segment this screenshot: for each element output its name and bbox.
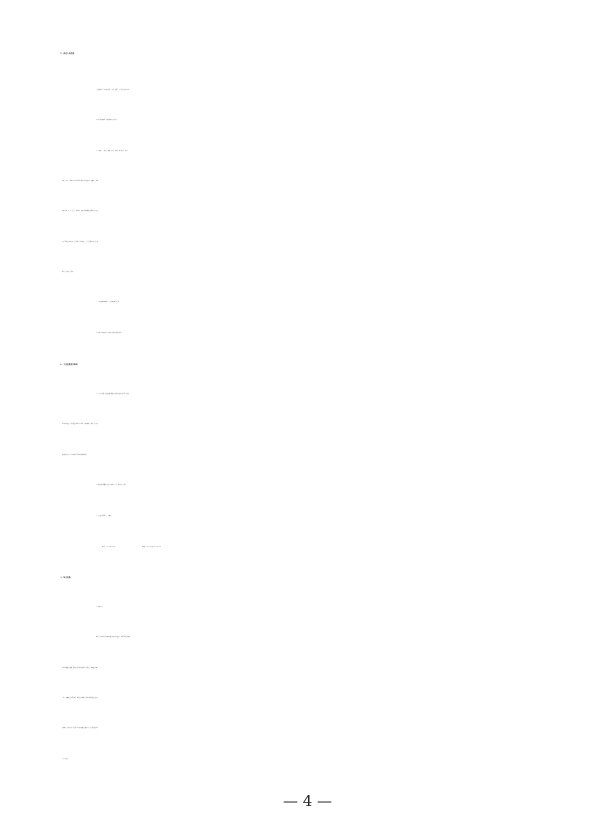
- section-6-heading: 六、参会人员范围：: [60, 53, 76, 55]
- section-7-line: 2. 演讲议题要围绕会议内容撰写 PPT，时间 20 分钟。: [96, 485, 127, 486]
- section-7-line: 企业科技进步，特向国内外企事业单位、科研院所、高校、技术与: [62, 424, 99, 425]
- section-7-line: 1. 为了充分展示交流智能运维技术和信息化技术成果，促进: [96, 394, 129, 395]
- section-8-line: 知后积极参与投稿，围绕会议议题认真撰写并提交，做好参会相关: [62, 668, 99, 669]
- section-8-line: 工作，投稿论文不要涉密，组委会将组织专家对征集的论文进行评: [62, 698, 99, 699]
- section-6-line: 2. 相关科研院所、高校的院士及专家；: [96, 120, 118, 121]
- section-7-heading: 七、大会征集发言事项：: [60, 364, 80, 366]
- phone-number: 010-68515228: [106, 547, 116, 548]
- section-8-heading: 八、论文征集：: [60, 577, 73, 579]
- section-6-line: 3. 石油化工、煤炭、钢铁、电力、船舶、航空航天、港口、: [96, 151, 129, 152]
- section-6-line: 水泥、电子、机械行业等央企单位科技与信息化部、智能化、数字: [62, 181, 99, 182]
- section-6-line: 4. 工业领域科研院所、大专院校相关人员；: [96, 302, 121, 303]
- section-8-line: 大会上发行。: [62, 759, 70, 760]
- section-7-line: 设备服务商 IT 企业等相关单位征集演讲报告。: [62, 455, 88, 456]
- page-number: — 4 —: [282, 792, 333, 810]
- section-8-line: 1. 征集方式：: [96, 607, 104, 608]
- phone-label: 电 话：: [102, 547, 107, 548]
- email-address: zgjxgylhh@vip.126.com: [145, 547, 161, 548]
- email-label: 邮箱：: [142, 547, 146, 548]
- section-6-line: 1. 国家相关产业机构领导、央企、国企、大中型民营企业等；: [96, 90, 131, 91]
- section-6-line: 相关专业技术人员等；: [62, 272, 75, 273]
- section-8-line: 选审核，汇编入选《中国工业设备智能运维技术大会》论文集并在: [62, 728, 99, 729]
- section-8-line: 本次大会采用征文和邀约参会两种方式参会，请各单位接到通: [96, 637, 130, 638]
- section-6-line: 化相关部门、生产运行、机动部、设备管理和维修管理部门负责人，: [62, 211, 100, 212]
- section-7-line: 3. 大会发言联系人：王建来: [96, 516, 112, 517]
- contact-line: [102, 538, 615, 558]
- section-6-line: 大中型制造业董事长、总经理、企业高管，生产管理技术负责人及: [62, 242, 99, 243]
- section-6-line: 5. 设备产品制造商、信息技术服务商集成商等。: [96, 333, 123, 334]
